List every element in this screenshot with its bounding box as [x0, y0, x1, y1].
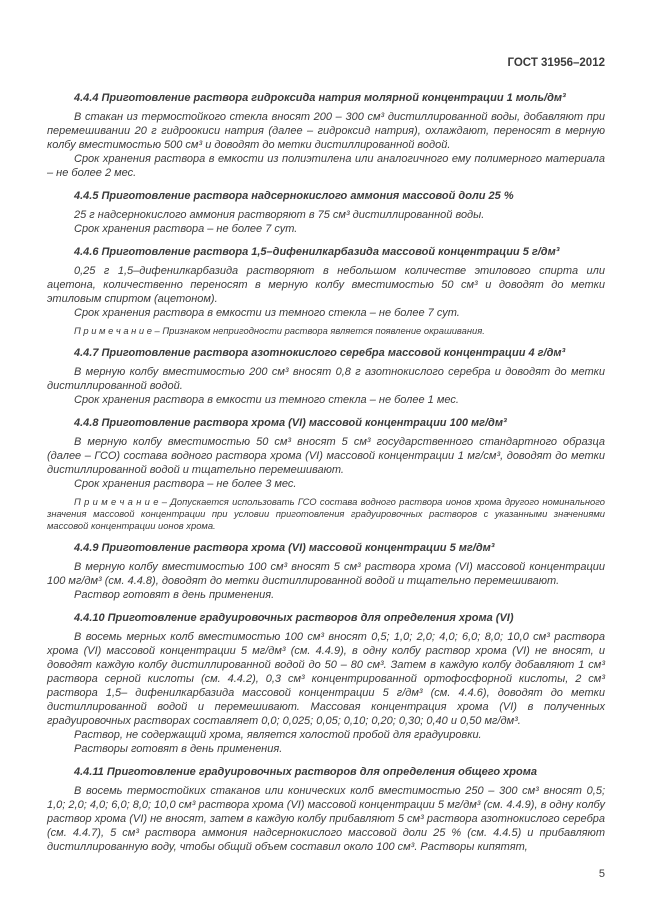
section-heading: 4.4.4 Приготовление раствора гидроксида натрия молярной концентрации 1 моль/дм³	[74, 92, 566, 104]
body-paragraph: В восемь мерных колб вместимостью 100 см³ вносят 0,5; 1,0; 2,0; 4,0; 6,0; 8,0; 10,0 см³ раствора хрома (VI) массовой концентрации 5 мг/дм³ (см. 4.4.9), в одну колбу раствор хрома (VI) не вносят, и доводят каждую колбу дистиллированной водой до 50 – 80 см³. Затем в каждую колбу добавляют 1 см³ раствора серной кислоты (см. 4.4.2), 0,3 см³ концентрированной ортофосфорной кислоты, 2 см³ раствора 1,5– дифенилкарбазида массовой концентрации 5 г/дм³ (см. 4.4.6), доводят до метки дистиллированной водой и перемешивают. Массовая концентрация хрома (VI) в полученных градуировочных растворах составляет 0,0; 0,025; 0,05; 0,10; 0,20; 0,30; 0,40 и 0,50 мг/дм³.	[47, 631, 605, 727]
note-paragraph: П р и м е ч а н и е – Допускается использовать ГСО состава водного раствора ионов хрома другого номинального значения массовой концентрации при условии приготовления градуировочных растворов с указанными значениями массовой концентрации ионов хрома.	[47, 496, 605, 531]
body-paragraph: В мерную колбу вместимостью 50 см³ вносят 5 см³ государственного стандартного образца (далее – ГСО) состава водного раствора хрома (VI) массовой концентрации 1 мг/см³, доводят до метки дистиллированной водой и тщательно перемешивают.	[47, 436, 605, 476]
body-paragraph: Срок хранения раствора – не более 7 сут.	[74, 223, 298, 235]
section-heading: 4.4.11 Приготовление градуировочных растворов для определения общего хрома	[74, 766, 537, 778]
body-paragraph: Раствор готовят в день применения.	[74, 589, 275, 601]
section-heading: 4.4.10 Приготовление градуировочных растворов для определения хрома (VI)	[74, 612, 514, 624]
section-heading: 4.4.8 Приготовление раствора хрома (VI) массовой концентрации 100 мг/дм³	[74, 417, 507, 429]
page-footer	[47, 867, 605, 881]
body-paragraph: В стакан из термостойкого стекла вносят 200 – 300 см³ дистиллированной воды, добавляют при перемешивании 20 г гидроокиси натрия (далее – гидроксид натрия), охлаждают, переносят в мерную колбу вместимостью 500 см³ и доводят до метки дистиллированной водой.	[47, 111, 605, 151]
body-paragraph: В мерную колбу вместимостью 100 см³ вносят 5 см³ раствора хрома (VI) массовой концентрации 100 мг/дм³ (см. 4.4.8), доводят до метки дистиллированной водой и тщательно перемешивают.	[47, 561, 605, 587]
section-heading: 4.4.5 Приготовление раствора надсернокислого аммония массовой доли 25 %	[74, 190, 514, 202]
section-heading: 4.4.9 Приготовление раствора хрома (VI) массовой концентрации 5 мг/дм³	[74, 542, 495, 554]
body-paragraph: Срок хранения раствора в емкости из полиэтилена или аналогичного ему полимерного материала – не более 2 мес.	[47, 153, 605, 179]
body-paragraph: Раствор, не содержащий хрома, является холостой пробой для градуировки.	[74, 729, 482, 741]
page-header	[47, 56, 605, 70]
body-paragraph: Срок хранения раствора в емкости из темного стекла – не более 7 сут.	[74, 307, 460, 319]
section-heading: 4.4.6 Приготовление раствора 1,5–дифенилкарбазида массовой концентрации 5 г/дм³	[74, 246, 560, 258]
body-paragraph: В восемь термостойких стаканов или конических колб вместимостью 250 – 300 см³ вносят 0,5; 1,0; 2,0; 4,0; 6,0; 8,0; 10,0 см³ раствора хрома (VI) массовой концентрации 5 мг/дм³ (см. 4.4.9), в одну колбу раствор хрома (VI) не вносят, затем в каждую колбу прибавляют 5 см³ раствора азотнокислого серебра (см. 4.4.7), 5 см³ раствора аммония надсернокислого массовой доли 25 % (см. 4.4.5) и прибавляют дистиллированную воду, чтобы общий объем составил около 100 см³. Растворы кипятят,	[47, 785, 605, 853]
document-body	[47, 91, 605, 854]
body-paragraph: 0,25 г 1,5–дифенилкарбазида растворяют в небольшом количестве этилового спирта или ацетона, количественно переносят в мерную колбу вместимостью 50 см³ и доводят до метки этиловым спиртом (ацетоном).	[47, 265, 605, 305]
document-code: ГОСТ 31956–2012	[507, 57, 605, 69]
note-paragraph: П р и м е ч а н и е – Признаком непригодности раствора является появление окрашивания.	[74, 325, 485, 336]
section-heading: 4.4.7 Приготовление раствора азотнокислого серебра массовой концентрации 4 г/дм³	[74, 347, 566, 359]
body-paragraph: Срок хранения раствора в емкости из темного стекла – не более 1 мес.	[74, 394, 459, 406]
body-paragraph: Срок хранения раствора – не более 3 мес.	[74, 478, 297, 490]
body-paragraph: Растворы готовят в день применения.	[74, 743, 283, 755]
body-paragraph: 25 г надсернокислого аммония растворяют в 75 см³ дистиллированной воды.	[74, 209, 485, 221]
body-paragraph: В мерную колбу вместимостью 200 см³ вносят 0,8 г азотнокислого серебра и доводят до метки дистиллированной водой.	[47, 366, 605, 392]
page-number: 5	[598, 868, 605, 880]
